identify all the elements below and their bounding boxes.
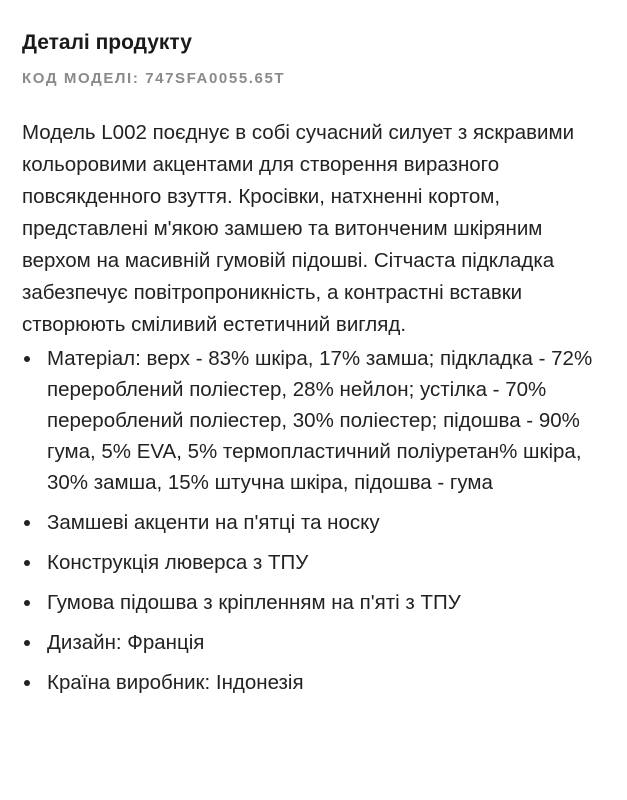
feature-item-eyelet (22, 547, 607, 578)
feature-text: Замшеві акценти на п'ятці та носку (47, 511, 380, 534)
bullet-icon (24, 560, 30, 566)
feature-list (22, 343, 607, 698)
feature-text: Дизайн: Франція (47, 631, 205, 654)
product-description: Модель L002 поєднує в собі сучасний силует з яскравими кольоровими акцентами для створення виразного повсякденного взуття. Кросівки, натхненні кортом, представлені м'якою замшею та витонченим шкіряним верхом на масивній гумовій підошві. Сітчаста підкладка забезпечує повітропроникність, а контрастні вставки створюють сміливий естетичний вигляд. (22, 121, 575, 336)
feature-text: Країна виробник: Індонезія (47, 671, 304, 694)
feature-item-suede-accents (22, 507, 607, 538)
feature-item-material (22, 343, 607, 498)
feature-text: Матеріал: верх - 83% шкіра, 17% замша; підкладка - 72% перероблений поліестер, 28% нейлон; устілка - 70% перероблений поліестер, 30% поліестер; підошва - 90% гума, 5% EVA, 5% термопластичний поліуретан% шкіра, 30% замша, 15% штучна шкіра, підошва - гума (47, 347, 593, 494)
section-title: Деталі продукту (22, 31, 192, 54)
bullet-icon (24, 520, 30, 526)
bullet-icon (24, 680, 30, 686)
feature-text: Гумова підошва з кріпленням на п'яті з ТПУ (47, 591, 461, 614)
feature-item-country (22, 667, 607, 698)
bullet-icon (24, 640, 30, 646)
model-code: КОД МОДЕЛІ: 747SFA0055.65T (22, 70, 286, 87)
feature-item-sole (22, 587, 607, 618)
bullet-icon (24, 356, 30, 362)
feature-text: Конструкція люверса з ТПУ (47, 551, 309, 574)
bullet-icon (24, 600, 30, 606)
feature-item-design (22, 627, 607, 658)
